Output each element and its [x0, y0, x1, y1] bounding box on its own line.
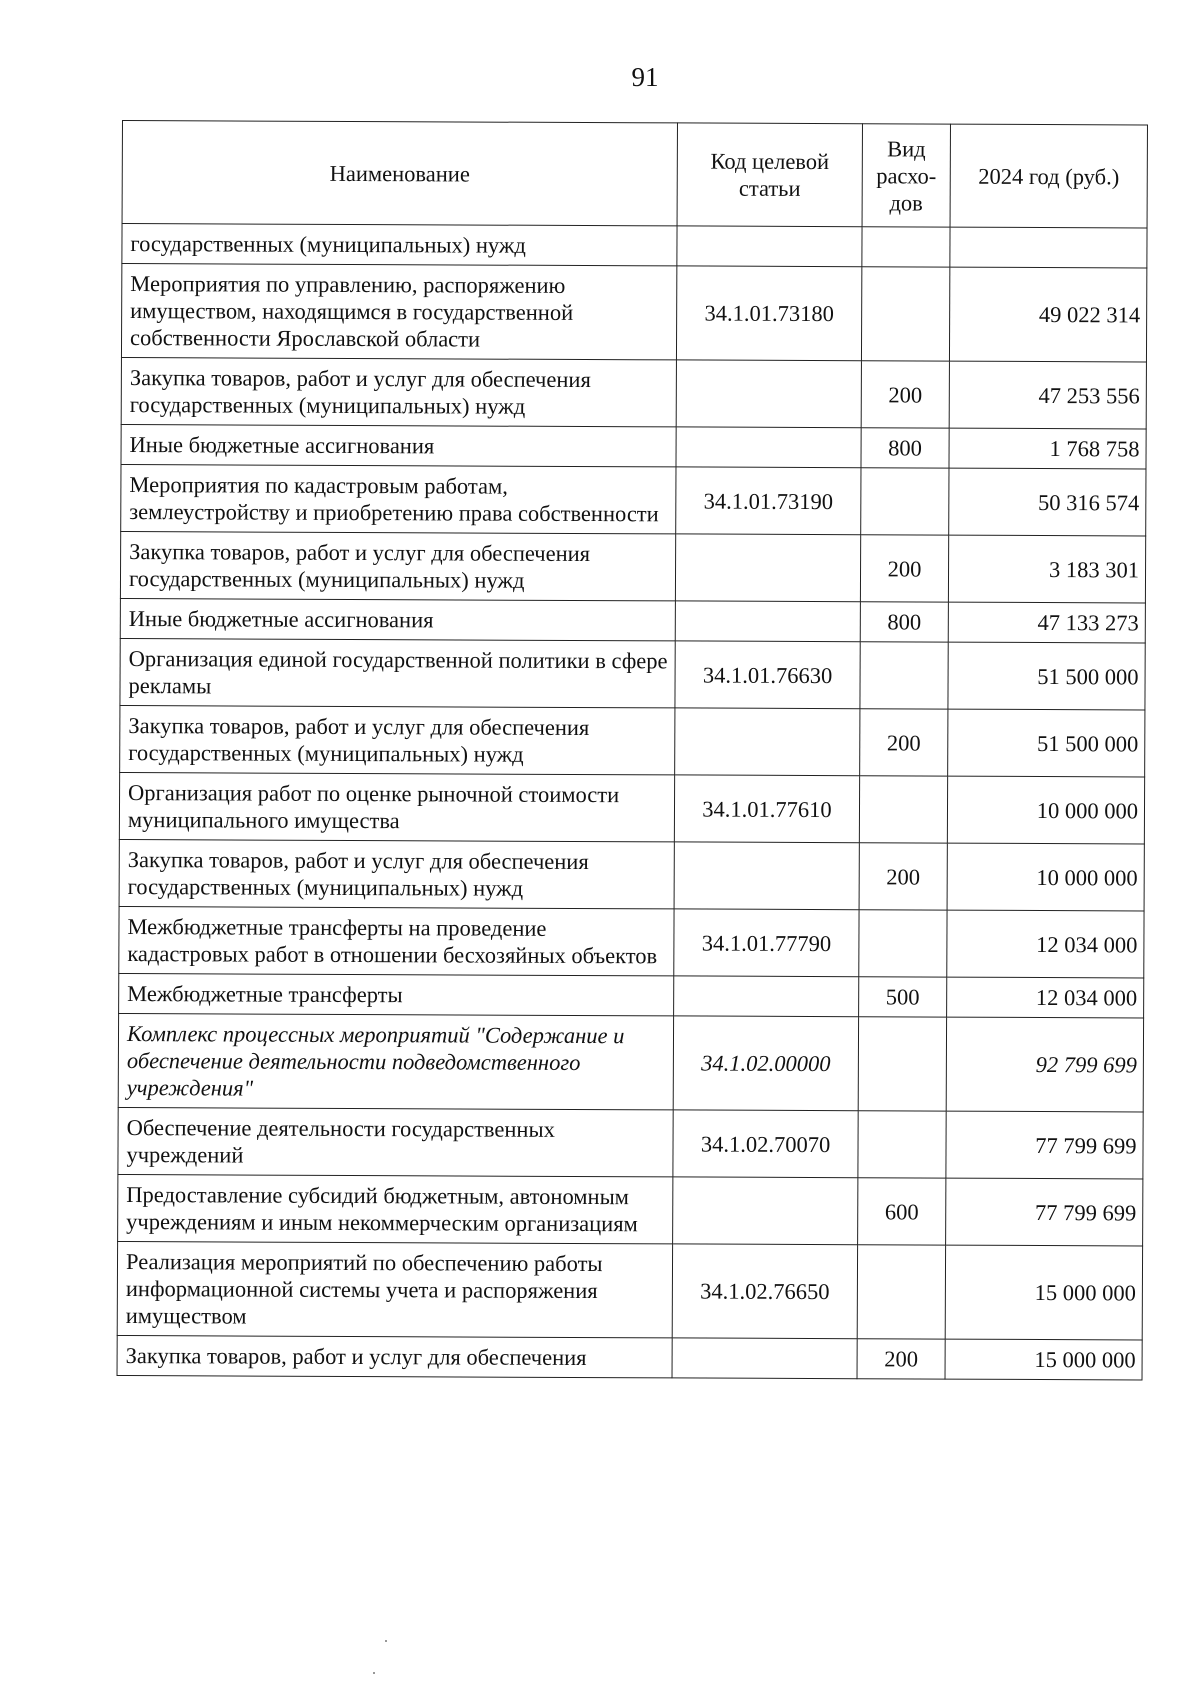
row-name-cell: Закупка товаров, работ и услуг для обеспечения государственных (муниципальных) нужд — [120, 705, 675, 774]
row-name-cell: Реализация мероприятий по обеспечению работы информационной системы учета и распоряжения имуществом — [117, 1241, 672, 1337]
row-kind-cell: 500 — [859, 977, 947, 1017]
row-amount-cell: 10 000 000 — [947, 843, 1144, 911]
row-code-cell — [676, 360, 861, 428]
scan-speck — [385, 1640, 387, 1642]
row-kind-cell: 200 — [861, 361, 949, 428]
table-row — [120, 638, 1145, 709]
table-row — [121, 357, 1146, 428]
row-amount-cell — [950, 227, 1147, 268]
row-kind-cell — [858, 1017, 946, 1111]
row-name-cell: Иные бюджетные ассигнования — [120, 598, 675, 640]
row-kind-cell — [859, 776, 947, 843]
row-kind-cell — [858, 1111, 946, 1178]
row-amount-cell: 47 253 556 — [949, 361, 1146, 429]
row-amount-cell: 15 000 000 — [945, 1339, 1142, 1380]
row-code-cell — [674, 976, 859, 1017]
row-kind-cell — [860, 642, 948, 709]
row-kind-cell: 200 — [857, 1339, 945, 1379]
row-amount-cell: 1 768 758 — [949, 428, 1146, 469]
table-row — [117, 1241, 1142, 1339]
row-code-cell — [675, 534, 860, 602]
row-code-cell — [675, 601, 860, 642]
row-amount-cell: 51 500 000 — [948, 709, 1145, 777]
table-header-row — [122, 121, 1147, 228]
table-body — [117, 224, 1147, 1380]
row-kind-cell: 200 — [860, 535, 948, 602]
row-name-cell: Организация работ по оценке рыночной стоимости муниципального имущества — [119, 772, 674, 841]
row-amount-cell: 77 799 699 — [946, 1111, 1143, 1179]
table-row — [120, 705, 1145, 776]
row-code-cell — [674, 842, 859, 910]
row-name-cell: Межбюджетные трансферты на проведение кадастровых работ в отношении бесхозяйных объектов — [119, 906, 674, 975]
header-kind: Вид расхо-дов — [862, 124, 950, 227]
row-name-cell: Организация единой государственной политики в сфере рекламы — [120, 638, 675, 707]
row-amount-cell: 92 799 699 — [946, 1017, 1143, 1112]
row-amount-cell: 12 034 000 — [947, 977, 1144, 1018]
row-kind-cell — [861, 468, 949, 535]
row-name-cell: Межбюджетные трансферты — [119, 973, 674, 1015]
table-row — [119, 973, 1144, 1017]
table-row — [121, 264, 1146, 362]
row-code-cell — [672, 1338, 857, 1379]
table-row — [118, 1013, 1143, 1111]
row-name-cell: государственных (муниципальных) нужд — [122, 224, 677, 266]
row-name-cell: Иные бюджетные ассигнования — [121, 424, 676, 466]
row-name-cell: Предоставление субсидий бюджетным, автономным учреждениям и иным некоммерческим организациям — [118, 1174, 673, 1243]
row-kind-cell — [857, 1245, 945, 1339]
row-kind-cell — [862, 227, 950, 267]
row-kind-cell: 800 — [861, 428, 949, 468]
row-amount-cell: 10 000 000 — [947, 776, 1144, 844]
row-amount-cell: 47 133 273 — [948, 602, 1145, 643]
row-code-cell: 34.1.01.73180 — [676, 266, 861, 361]
row-amount-cell: 3 183 301 — [948, 535, 1145, 603]
row-amount-cell: 51 500 000 — [948, 642, 1145, 710]
table-row — [119, 772, 1144, 843]
row-code-cell: 34.1.01.73190 — [676, 467, 861, 535]
row-kind-cell: 200 — [859, 843, 947, 910]
table-row — [121, 464, 1146, 535]
table-row — [121, 424, 1146, 468]
table-row — [119, 906, 1144, 977]
row-name-cell: Закупка товаров, работ и услуг для обеспечения государственных (муниципальных) нужд — [120, 531, 675, 600]
table-row — [120, 598, 1145, 642]
row-name-cell: Закупка товаров, работ и услуг для обеспечения государственных (муниципальных) нужд — [121, 357, 676, 426]
row-kind-cell: 200 — [860, 709, 948, 776]
row-code-cell: 34.1.01.76630 — [675, 641, 860, 709]
page-number: 91 — [631, 62, 659, 92]
row-name-cell: Обеспечение деятельности государственных учреждений — [118, 1107, 673, 1176]
budget-table — [117, 120, 1148, 1380]
row-name-cell: Комплекс процессных мероприятий "Содержание и обеспечение деятельности подведомственного учреждения" — [118, 1013, 673, 1109]
row-name-cell: Мероприятия по кадастровым работам, землеустройству и приобретению права собственности — [121, 464, 676, 533]
row-amount-cell: 49 022 314 — [949, 267, 1146, 362]
table-row — [122, 224, 1147, 268]
row-code-cell: 34.1.02.70070 — [673, 1110, 858, 1178]
table-row — [118, 1107, 1143, 1178]
row-code-cell — [675, 708, 860, 776]
row-code-cell — [677, 226, 862, 267]
row-code-cell: 34.1.01.77610 — [674, 775, 859, 843]
row-amount-cell: 15 000 000 — [945, 1245, 1142, 1340]
row-name-cell: Закупка товаров, работ и услуг для обеспечения — [117, 1335, 672, 1377]
row-kind-cell: 800 — [860, 602, 948, 642]
row-code-cell: 34.1.01.77790 — [674, 909, 859, 977]
row-kind-cell — [861, 267, 949, 361]
table-row — [117, 1335, 1142, 1379]
scan-speck — [373, 1672, 375, 1674]
row-code-cell — [673, 1177, 858, 1245]
header-amount: 2024 год (руб.) — [950, 124, 1147, 228]
row-amount-cell: 77 799 699 — [946, 1178, 1143, 1246]
row-kind-cell — [859, 910, 947, 977]
row-code-cell — [676, 427, 861, 468]
row-code-cell: 34.1.02.00000 — [673, 1016, 858, 1111]
table-row — [120, 531, 1145, 602]
row-name-cell: Мероприятия по управлению, распоряжению имуществом, находящимся в государственной собственности Ярославской области — [121, 264, 676, 360]
row-kind-cell: 600 — [858, 1178, 946, 1245]
row-amount-cell: 12 034 000 — [947, 910, 1144, 978]
header-name: Наименование — [122, 121, 677, 226]
row-code-cell: 34.1.02.76650 — [672, 1244, 857, 1339]
row-amount-cell: 50 316 574 — [949, 468, 1146, 536]
row-name-cell: Закупка товаров, работ и услуг для обеспечения государственных (муниципальных) нужд — [119, 839, 674, 908]
table-row — [119, 839, 1144, 910]
header-code: Код целевой статьи — [677, 123, 862, 227]
table-row — [118, 1174, 1143, 1245]
